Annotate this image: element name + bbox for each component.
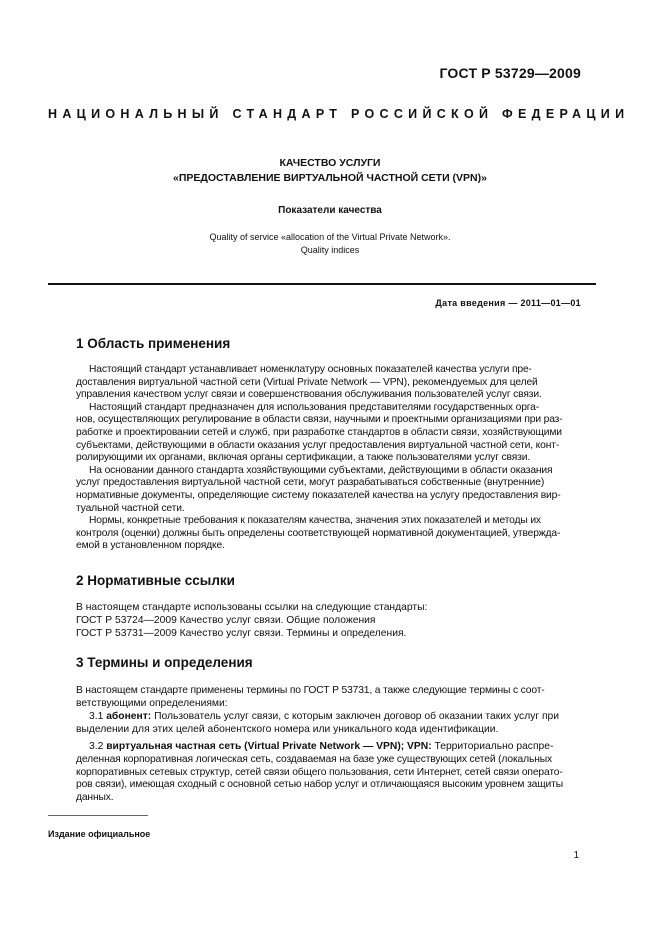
section-1-line-13: Нормы, конкретные требования к показателям качества, значения этих показателей и методы их: [89, 515, 541, 527]
title-line-1: КАЧЕСТВО УСЛУГИ: [279, 157, 381, 169]
english-title-line-1: Quality of service «allocation of the Virtual Private Network».: [209, 232, 451, 242]
title-divider: [48, 283, 596, 285]
footer-divider: [48, 815, 148, 816]
section-1-heading: 1 Область применения: [76, 336, 231, 351]
title-line-2: «ПРЕДОСТАВЛЕНИЕ ВИРТУАЛЬНОЙ ЧАСТНОЙ СЕТИ (VPN)»: [173, 172, 487, 184]
term-3-1-number: 3.1: [89, 711, 104, 722]
term-3-2-definition: Территориально распре-: [431, 741, 554, 752]
section-2-heading: 2 Нормативные ссылки: [76, 573, 235, 588]
term-3-1-definition-line-2: выделении для этих целей абонентского номера или уникального кода идентификации.: [76, 724, 499, 735]
term-3-2-number: 3.2: [89, 741, 104, 752]
page-number: 1: [573, 850, 579, 861]
term-3-1: [89, 711, 597, 722]
reference-gost-53731: ГОСТ Р 53731—2009 Качество услуг связи. Термины и определения.: [76, 628, 407, 639]
section-1-line-11: нормативные документы, определяющие систему показателей качества на услугу предоставления вир-: [76, 490, 561, 501]
section-1-line-9: На основании данного стандарта хозяйствующими субъектами, действующими в области оказания: [89, 464, 553, 476]
section-1-line-12: туальной частной сети.: [76, 502, 185, 514]
section-3-intro-line-2: ветствующими определениями:: [76, 698, 228, 709]
reference-gost-53724: ГОСТ Р 53724—2009 Качество услуг связи. Общие положения: [76, 615, 376, 626]
term-3-1-term: абонент:: [106, 711, 152, 722]
official-edition-note: Издание официальное: [48, 829, 151, 839]
section-1-line-5: нов, осуществляющих регулирование в области связи, научными и проектными организациями при раз-: [76, 414, 563, 426]
national-standard-banner: НАЦИОНАЛЬНЫЙ СТАНДАРТ РОССИЙСКОЙ ФЕДЕРАЦИИ: [48, 107, 630, 121]
gost-number: ГОСТ Р 53729—2009: [439, 65, 581, 81]
section-1-line-15: емой в установленном порядке.: [76, 540, 225, 552]
section-1-line-6: работке и проектировании сетей и служб, при разработке стандартов в области связи, хозяйствующими: [76, 427, 562, 438]
section-1-line-2: доставления виртуальной частной сети (Virtual Private Network — VPN), рекомендуемых для целей: [76, 376, 538, 388]
term-3-2-definition-line-1: деленная корпоративная логическая сеть, создаваемая на базе уже существующих сетей (локальных: [76, 754, 552, 765]
introduction-date: Дата введения — 2011—01—01: [435, 298, 581, 308]
section-1-line-4: Настоящий стандарт предназначен для использования представителями государственных орга-: [89, 401, 540, 413]
section-1-line-3: управления качеством услуг связи и совершенствования обслуживания пользователей услуг связи.: [76, 389, 542, 401]
section-3-intro-line-1: В настоящем стандарте применены термины по ГОСТ Р 53731, а также следующие термины с соот-: [76, 685, 545, 696]
section-1-line-8: ролирующими их органами, включая органы сертификации, а также пользователями услуг связи.: [76, 452, 531, 464]
section-3-heading: 3 Термины и определения: [76, 655, 253, 670]
english-title-line-2: Quality indices: [300, 245, 360, 255]
term-3-1-definition: Пользователь услуг связи, с которым заключен договор об оказании таких услуг при: [151, 711, 560, 722]
section-1-line-1: Настоящий стандарт устанавливает номенклатуру основных показателей качества услуги пре-: [89, 364, 532, 375]
title-subtitle: Показатели качества: [278, 205, 382, 216]
term-3-2: [89, 741, 597, 752]
section-1-line-7: субъектами, действующими в области оказания услуг предоставления виртуальной частной сети, конт-: [76, 439, 560, 451]
term-3-2-definition-line-3: ров связи), имеющая сходный с основной сетью набор услуг и отличающаяся высоким уровнем защиты: [76, 779, 563, 791]
section-2-intro: В настоящем стандарте использованы ссылки на следующие стандарты:: [76, 602, 428, 613]
term-3-2-term: виртуальная частная сеть (Virtual Private Network — VPN); VPN:: [106, 741, 432, 752]
term-3-2-definition-line-2: корпоративных сетевых структур, сетей связи общего пользования, сети Интернет, сетей связи операто-: [76, 766, 563, 778]
term-3-2-definition-line-4: данных.: [76, 791, 114, 803]
section-1-line-14: контроля (оценки) должны быть определены соответствующей нормативной документацией, утвержда-: [76, 527, 561, 539]
section-1-line-10: услуг предоставления виртуальной частной сети, могут разрабатываться собственные (внутренние): [76, 477, 545, 489]
